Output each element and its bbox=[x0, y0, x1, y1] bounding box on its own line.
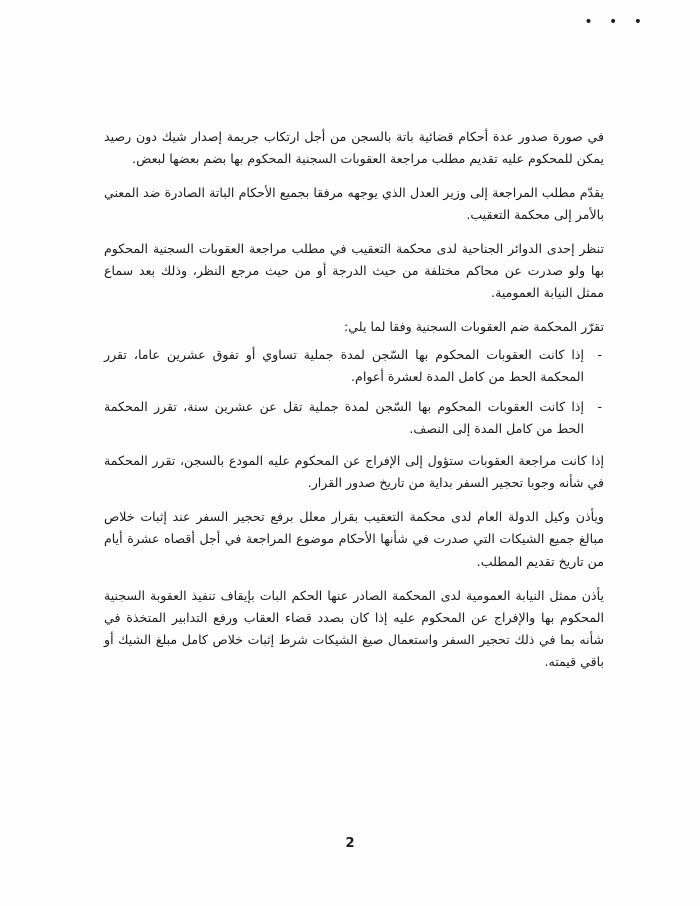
paragraph-5: إذا كانت مراجعة العقوبات ستؤول إلى الإفراج عن المحكوم عليه المودع بالسجن، تقرر المحكمة في شأنه وجوبا تحجير السفر بداية من تاريخ صدور القرار. bbox=[104, 453, 604, 491]
paragraph-6: ويأذن وكيل الدولة العام لدى محكمة التعقيب بقرار معلل برفع تحجير السفر عند إثبات خلاص مبالغ جميع الشيكات التي صدرت في شأنها الأحكام موضوع المراجعة في أجل أقصاه عشرة أيام من تاريخ تقديم المطلب. bbox=[104, 509, 604, 569]
list-item-text: إذا كانت العقوبات المحكوم بها السّجن لمدة جملية تقل عن عشرين سنة، تقرر المحكمة الحط من كامل المدة إلى النصف. bbox=[104, 399, 584, 437]
list-item bbox=[104, 344, 604, 388]
page-number: 2 bbox=[345, 836, 355, 851]
corner-marks: • • • bbox=[584, 14, 648, 30]
paragraph-3: تنظر إحدى الدوائر الجناحية لدى محكمة التعقيب في مطلب مراجعة العقوبات السجنية المحكوم بها ولو صدرت عن محاكم مختلفة من حيث الدرجة أو من حيث مرجع النظر، وذلك بعد سماع ممثل النيابة العمومية. bbox=[104, 241, 604, 301]
conditions-list bbox=[104, 344, 604, 440]
paragraph-2: يقدّم مطلب المراجعة إلى وزير العدل الذي يوجهه مرفقا بجميع الأحكام الباتة الصادرة ضد المعني بالأمر إلى محكمة التعقيب. bbox=[104, 185, 604, 223]
paragraph-4: تقرّر المحكمة ضم العقوبات السجنية وفقا لما يلي: bbox=[344, 319, 604, 335]
list-item bbox=[104, 396, 604, 440]
paragraph-7: يأذن ممثل النيابة العمومية لدى المحكمة الصادر عنها الحكم البات بإيقاف تنفيذ العقوبة السجنية المحكوم بها والإفراج عن المحكوم عليه إذا كان بصدد قضاء العقاب ورفع التدابير المتخذة في شأنه بما في ذلك تحجير السفر واستعمال صيغ الشيكات شرط إثبات خلاص كامل مبلغ الشيك أو باقي قيمته. bbox=[104, 587, 604, 669]
paragraph-1: في صورة صدور عدة أحكام قضائية باتة بالسجن من أجل ارتكاب جريمة إصدار شيك دون رصيد يمكن للمحكوم عليه تقديم مطلب مراجعة العقوبات السجنية المحكوم بها بضم بعضها لبعض. bbox=[104, 129, 604, 167]
document-body bbox=[104, 126, 604, 685]
list-bullet: - bbox=[597, 399, 602, 415]
list-item-text: إذا كانت العقوبات المحكوم بها السّجن لمدة جملية تساوي أو تفوق عشرين عاما، تقرر المحكمة الحط من كامل المدة لعشرة أعوام. bbox=[104, 347, 584, 385]
list-bullet: - bbox=[597, 347, 602, 363]
